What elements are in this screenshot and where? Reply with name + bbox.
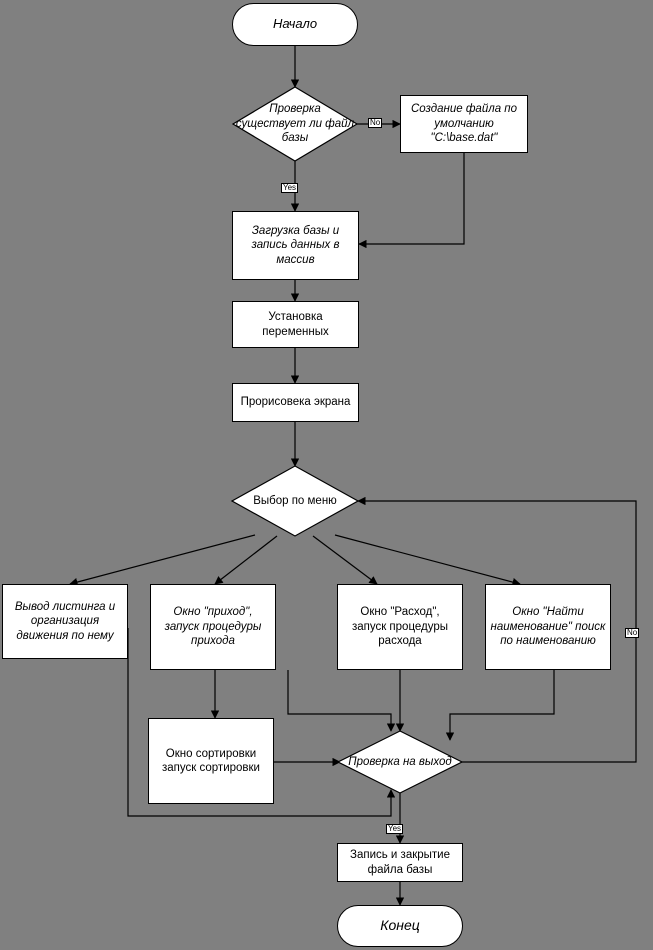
- node-listing-label: Вывод листинга и организация движения по нему: [14, 600, 116, 642]
- edge-label-check-db-yes: Yes: [283, 183, 297, 192]
- node-create-file-label: Создание файла по умолчанию "C:\base.dat": [410, 103, 518, 145]
- node-save-close: [337, 843, 463, 882]
- node-sort: [148, 718, 274, 804]
- node-find: [485, 584, 611, 670]
- node-income: [150, 584, 276, 670]
- node-draw-screen-label: Прорисовека экрана: [240, 396, 351, 409]
- edge-label-check-exit-no: No: [627, 628, 638, 637]
- node-find-label: Окно "Найти наименование" поиск по наименованию: [490, 606, 606, 648]
- node-load-db-label: Загрузка базы и запись данных в массив: [251, 224, 340, 266]
- node-load-db: [232, 211, 359, 280]
- node-end-label: Конец: [380, 917, 420, 934]
- node-check-exit: [338, 731, 462, 793]
- node-menu-choice: [232, 466, 358, 536]
- node-check-exit-label: Проверка на выход: [348, 755, 452, 768]
- node-set-vars-label: Установка переменных: [262, 311, 329, 338]
- node-set-vars: [232, 301, 359, 348]
- node-income-label: Окно "приход", запуск процедуры прихода: [164, 606, 262, 648]
- node-draw-screen: [232, 383, 359, 422]
- node-save-close-label: Запись и закрытие файла базы: [350, 849, 450, 876]
- node-menu-choice-label: Выбор по меню: [253, 494, 337, 507]
- edge-label-check-exit-yes: Yes: [388, 824, 402, 833]
- node-start-label: Начало: [272, 16, 318, 32]
- node-create-file: [400, 95, 528, 153]
- node-expense: [337, 584, 463, 670]
- node-start: [232, 3, 358, 46]
- node-listing: [2, 584, 128, 659]
- node-expense-label: Окно "Расход", запуск процедуры расхода: [351, 606, 449, 648]
- node-end: [337, 905, 463, 947]
- node-check-db: [233, 87, 357, 161]
- node-sort-label: Окно сортировки запуск сортировки: [162, 747, 260, 774]
- edge-label-check-db-no: No: [370, 118, 381, 127]
- node-check-db-label: Проверка существует ли файл базы: [235, 103, 355, 145]
